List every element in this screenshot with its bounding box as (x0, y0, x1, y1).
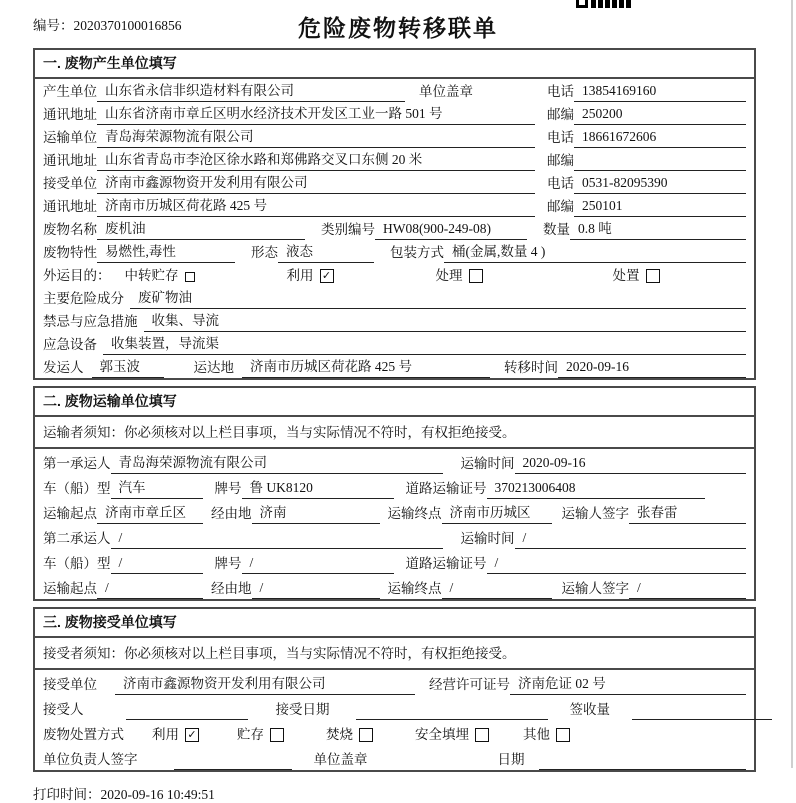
purpose-option-dispose-label: 处置 (612, 268, 640, 283)
head-signature-value (174, 767, 292, 770)
plate1-value: 鲁 UK8120 (242, 476, 394, 499)
transport-time1-label: 运输时间 (460, 456, 515, 471)
receiver-phone-label: 电话 (547, 176, 574, 191)
receiver-notice (35, 638, 754, 670)
accept-unit-label: 接受单位 (43, 677, 97, 692)
truncated-button-fragment[interactable] (576, 0, 642, 9)
row-shipper (35, 355, 754, 378)
end2-label: 运输终点 (387, 581, 442, 596)
row-head-signature (35, 745, 754, 770)
disposal-label: 废物处置方式 (43, 727, 124, 742)
carrier2-label: 第二承运人 (43, 531, 111, 546)
transport-time1-value: 2020-09-16 (515, 455, 747, 474)
disposal-use-label: 利用 (152, 727, 179, 742)
permit2-label: 道路运输证号 (405, 556, 487, 571)
accept-unit-value: 济南市鑫源物资开发利用有限公司 (115, 672, 415, 695)
transporter-address-label: 通讯地址 (43, 153, 97, 168)
shipper-value: 郭玉波 (92, 355, 164, 378)
date2-label: 日期 (497, 752, 525, 767)
document-number-value: 2020370100016856 (73, 18, 182, 33)
unit-seal-label: 单位盖章 (419, 84, 473, 99)
permit1-label: 道路运输证号 (405, 481, 487, 496)
destination-label: 运达地 (193, 360, 234, 375)
producer-zip-value: 250200 (574, 106, 746, 125)
unit-seal2-label: 单位盖章 (313, 752, 368, 767)
form-label: 形态 (251, 245, 278, 260)
row-disposal (35, 720, 754, 745)
section-producer (33, 48, 756, 380)
row-taboo (35, 309, 754, 332)
truncated-glyphs-icon (591, 0, 633, 8)
plate2-value: / (242, 555, 394, 574)
via1-label: 经由地 (211, 506, 252, 521)
row-carrier1 (35, 449, 754, 474)
via1-value: 济南 (252, 501, 380, 524)
print-time-value: 2020-09-16 10:49:51 (100, 787, 215, 802)
receiver-label: 接受单位 (43, 176, 97, 191)
purpose-use-checkbox: ✓ (320, 269, 334, 283)
producer-label: 产生单位 (43, 84, 97, 99)
transporter-phone-value: 18661672606 (574, 129, 746, 148)
row-transporter (35, 125, 754, 148)
receiver-address-label: 通讯地址 (43, 199, 97, 214)
purpose-dispose-checkbox (646, 269, 660, 283)
vehicle2-label: 车（船）型 (43, 556, 111, 571)
carrier1-value: 青岛海荣源物流有限公司 (111, 451, 443, 474)
signed-amount-value (632, 717, 772, 720)
purpose-option-transfer-label: 中转贮存 (124, 268, 179, 283)
transport-notice (35, 417, 754, 449)
disposal-burn-label: 焚烧 (326, 727, 353, 742)
character-value: 易燃性,毒性 (97, 240, 235, 263)
row-receiver-address (35, 194, 754, 217)
destination-value: 济南市历城区荷花路 425 号 (242, 355, 490, 378)
equipment-value: 收集装置，导流渠 (103, 332, 746, 355)
origin2-label: 运输起点 (43, 581, 97, 596)
date2-value (539, 767, 747, 770)
row-accept-unit (35, 670, 754, 695)
producer-address-label: 通讯地址 (43, 107, 97, 122)
head-signature-label: 单位负责人签字 (43, 752, 138, 767)
truncated-glyph-icon (576, 0, 588, 8)
document-number-label: 编号： (33, 18, 74, 33)
origin2-value: / (97, 580, 203, 599)
purpose-option-use-label: 利用 (286, 268, 314, 283)
form-value: 液态 (278, 240, 374, 263)
category-label: 类别编号 (321, 222, 375, 237)
section-receiver-title: 三. 废物接受单位填写 (35, 609, 754, 638)
section-transport-title: 二. 废物运输单位填写 (35, 388, 754, 417)
row-vehicle1 (35, 474, 754, 499)
purpose-label: 外运目的： (43, 268, 111, 283)
producer-phone-label: 电话 (547, 84, 574, 99)
producer-phone-value: 13854169160 (574, 83, 746, 102)
row-producer (35, 79, 754, 102)
page-title: 危险废物转移联单 (298, 15, 498, 41)
receiver-notice-text: 你必须核对以上栏目事项，当与实际情况不符时，有权拒绝接受。 (124, 646, 516, 661)
carrier2-value: / (111, 530, 443, 549)
sign1-value: 张春雷 (629, 501, 746, 524)
character-label: 废物特性 (43, 245, 97, 260)
taboo-label: 禁忌与应急措施 (43, 314, 138, 329)
row-route1 (35, 499, 754, 524)
category-value: HW08(900-249-08) (375, 221, 527, 240)
transporter-value: 青岛海荣源物流有限公司 (97, 125, 535, 148)
origin1-value: 济南市章丘区 (97, 501, 203, 524)
via2-label: 经由地 (211, 581, 252, 596)
vehicle1-value: 汽车 (111, 476, 203, 499)
carrier1-label: 第一承运人 (43, 456, 111, 471)
receiver-notice-label: 接受者须知： (43, 646, 124, 661)
receiver-zip-label: 邮编 (547, 199, 574, 214)
quantity-value: 0.8 吨 (570, 217, 746, 240)
receiver-value: 济南市鑫源物资开发利用有限公司 (97, 171, 535, 194)
document-number (33, 14, 182, 34)
end1-value: 济南市历城区 (442, 501, 552, 524)
producer-address-value: 山东省济南市章丘区明水经济技术开发区工业一路 501 号 (97, 102, 535, 125)
disposal-landfill-checkbox (475, 728, 489, 742)
end2-value: / (442, 580, 552, 599)
via2-value: / (252, 580, 380, 599)
producer-value: 山东省永信非织造材料有限公司 (97, 79, 405, 102)
row-equipment (35, 332, 754, 355)
accept-date-value (356, 717, 548, 720)
print-time-label: 打印时间： (33, 787, 101, 802)
disposal-landfill-label: 安全填埋 (415, 727, 469, 742)
row-transporter-address (35, 148, 754, 171)
producer-zip-label: 邮编 (547, 107, 574, 122)
transporter-zip-value (574, 168, 746, 171)
row-producer-address (35, 102, 754, 125)
quantity-label: 数量 (543, 222, 570, 237)
section-transport (33, 386, 756, 601)
hazard-label: 主要危险成分 (43, 291, 124, 306)
hazard-value: 废矿物油 (130, 286, 746, 309)
manifest-form (33, 48, 756, 772)
row-accept-person (35, 695, 754, 720)
equipment-label: 应急设备 (43, 337, 97, 352)
disposal-other-checkbox (556, 728, 570, 742)
row-hazard (35, 286, 754, 309)
row-vehicle2 (35, 549, 754, 574)
transporter-phone-label: 电话 (547, 130, 574, 145)
accept-person-label: 接受人 (43, 702, 84, 717)
vehicle1-label: 车（船）型 (43, 481, 111, 496)
transporter-address-value: 山东省青岛市李沧区徐水路和郑佛路交叉口东侧 20 米 (97, 148, 535, 171)
waste-name-label: 废物名称 (43, 222, 97, 237)
permit2-value: / (487, 555, 747, 574)
section-producer-title: 一. 废物产生单位填写 (35, 50, 754, 79)
sign2-label: 运输人签字 (561, 581, 629, 596)
plate1-label: 牌号 (214, 481, 242, 496)
purpose-option-treat-label: 处理 (435, 268, 463, 283)
end1-label: 运输终点 (387, 506, 442, 521)
transfer-time-label: 转移时间 (504, 360, 558, 375)
transporter-zip-label: 邮编 (547, 153, 574, 168)
sign1-label: 运输人签字 (561, 506, 629, 521)
scrollbar[interactable] (791, 0, 793, 768)
transport-notice-label: 运输者须知： (43, 425, 124, 440)
receiver-zip-value: 250101 (574, 198, 746, 217)
disposal-other-label: 其他 (523, 727, 550, 742)
license-value: 济南危证 02 号 (510, 672, 746, 695)
disposal-store-checkbox (270, 728, 284, 742)
purpose-treat-checkbox (469, 269, 483, 283)
disposal-store-label: 贮存 (237, 727, 264, 742)
receiver-phone-value: 0531-82095390 (574, 175, 746, 194)
row-carrier2 (35, 524, 754, 549)
plate2-label: 牌号 (214, 556, 242, 571)
transport-notice-text: 你必须核对以上栏目事项，当与实际情况不符时，有权拒绝接受。 (124, 425, 516, 440)
license-label: 经营许可证号 (429, 677, 510, 692)
permit1-value: 370213006408 (487, 480, 705, 499)
vehicle2-value: / (111, 555, 203, 574)
origin1-label: 运输起点 (43, 506, 97, 521)
row-receiver (35, 171, 754, 194)
disposal-use-checkbox: ✓ (185, 728, 199, 742)
packing-label: 包装方式 (390, 245, 444, 260)
row-purpose (35, 263, 754, 286)
accept-date-label: 接受日期 (275, 702, 330, 717)
transfer-time-value: 2020-09-16 (558, 359, 746, 378)
purpose-transfer-checkbox (185, 272, 195, 282)
packing-value: 桶(金属,数量 4 ) (444, 240, 746, 263)
sign2-value: / (629, 580, 746, 599)
transport-time2-label: 运输时间 (460, 531, 515, 546)
page-header (0, 0, 796, 48)
accept-person-value (126, 717, 248, 720)
taboo-value: 收集、导流 (144, 309, 747, 332)
shipper-label: 发运人 (43, 360, 84, 375)
section-receiver (33, 607, 756, 772)
signed-amount-label: 签收量 (569, 702, 610, 717)
disposal-burn-checkbox (359, 728, 373, 742)
transporter-label: 运输单位 (43, 130, 97, 145)
row-waste-character (35, 240, 754, 263)
row-route2 (35, 574, 754, 599)
transport-time2-value: / (515, 530, 747, 549)
print-time (0, 778, 796, 803)
row-waste-name (35, 217, 754, 240)
receiver-address-value: 济南市历城区荷花路 425 号 (97, 194, 535, 217)
waste-name-value: 废机油 (97, 217, 305, 240)
